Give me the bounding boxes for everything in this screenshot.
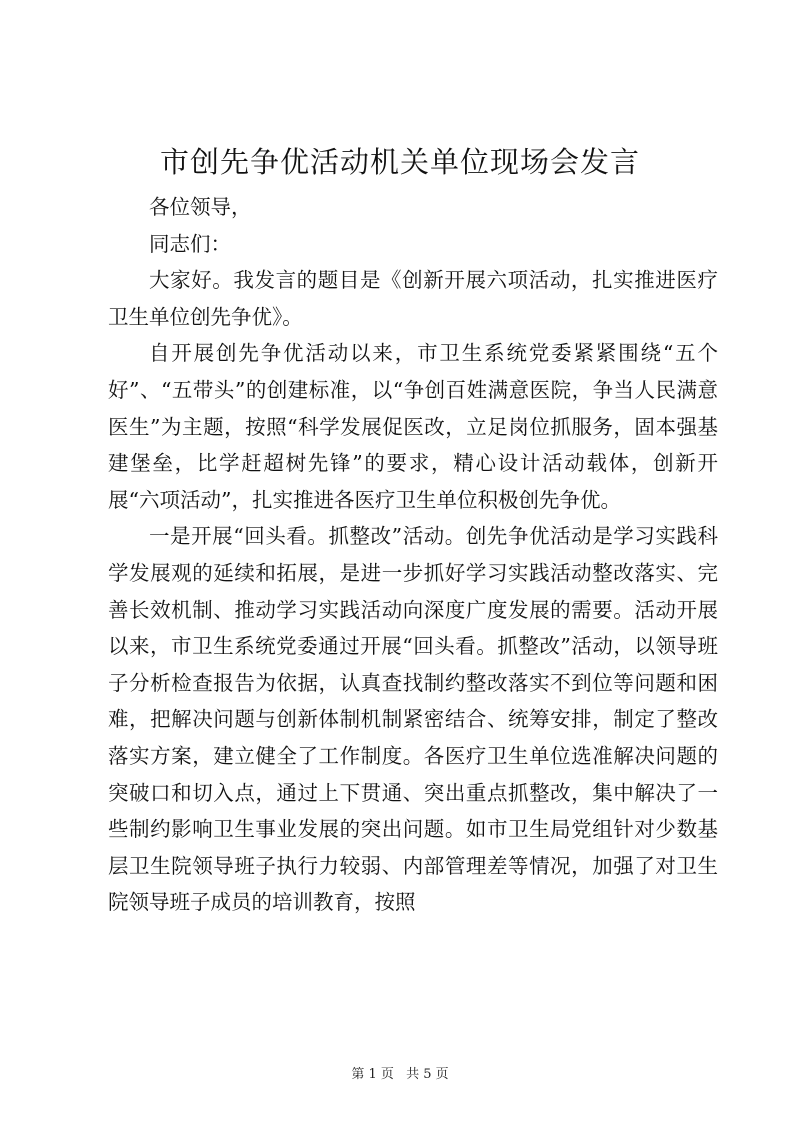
activity-one-paragraph: 一是开展“回头看。抓整改”活动。创先争优活动是学习实践科学发展观的延续和拓展，是进一步抓好学习实践活动整改落实、完善长效机制、推动学习实践活动向深度广度发展的需要。活动开展以来，市卫生系统党委通过开展“回头看。抓整改”活动，以领导班子分析检查报告为依据，认真查找制约整改落实不到位等问题和困难，把解决问题与创新体制机制紧密结合、统筹安排，制定了整改落实方案，建立健全了工作制度。各医疗卫生单位选准解决问题的突破口和切入点，通过上下贯通、突出重点抓整改，集中解决了一些制约影响卫生事业发展的突出问题。如市卫生局党组针对少数基层卫生院领导班子执行力较弱、内部管理差等情况，加强了对卫生院领导班子成员的培训教育，按照	[108, 524, 718, 915]
page-number: 第 1 页	[351, 1067, 394, 1082]
intro-paragraph: 大家好。我发言的题目是《创新开展六项活动，扎实推进医疗卫生单位创先争优》。	[108, 268, 718, 329]
salutation-leaders: 各位领导，	[149, 195, 252, 219]
page-footer	[0, 1066, 800, 1084]
document-body	[108, 189, 718, 921]
page-total: 共 5 页	[406, 1067, 449, 1082]
salutation-comrades: 同志们：	[149, 231, 231, 256]
background-paragraph: 自开展创先争优活动以来，市卫生系统党委紧紧围绕“五个好”、“五带头”的创建标准，以“争创百姓满意医院，争当人民满意医生”为主题，按照“科学发展促医改，立足岗位抓服务，固本强基建堡垒，比学赶超树先锋”的要求，精心设计活动载体，创新开展“六项活动”，扎实推进各医疗卫生单位积极创先争优。	[108, 341, 718, 512]
document-title: 市创先争优活动机关单位现场会发言	[159, 145, 640, 179]
